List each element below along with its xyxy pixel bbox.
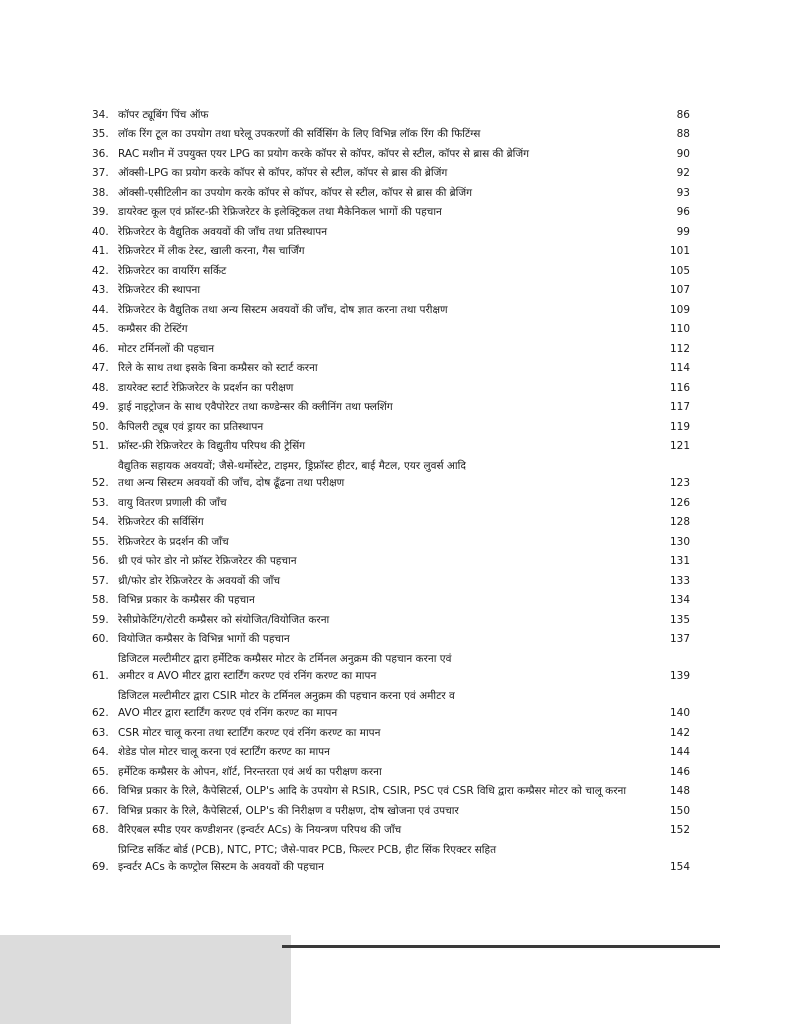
- entry-title-line: अमीटर व AVO मीटर द्वारा स्टार्टिंग करण्ट एवं रनिंग करण्ट का मापन: [118, 669, 377, 682]
- toc-entry: [92, 320, 690, 340]
- entry-title-line: कॉपर ट्यूबिंग पिंच ऑफ: [118, 108, 209, 121]
- entry-title: [118, 185, 660, 202]
- entry-page-number: 90: [676, 147, 690, 160]
- entry-title: [118, 126, 660, 143]
- entry-page-number: 135: [669, 613, 690, 626]
- entry-title-line: फ्रॉस्ट-फ्री रेफ्रिजरेटर के विद्युतीय परिपथ की ट्रेसिंग: [118, 440, 306, 452]
- toc-entry: [92, 359, 690, 379]
- entry-number: 45.: [92, 323, 109, 335]
- entry-title: [118, 822, 660, 839]
- entry-title: [118, 592, 660, 609]
- entry-title-line: विभिन्न प्रकार के रिले, कैपेसिटर्स, OLP's आदि के उपयोग से RSIR, CSIR, PSC एवं CSR विधि द्वारा कम्प्रैसर मोटर को चालू करना: [118, 785, 627, 797]
- entry-title-line: रेफ्रिजरेटर के वैद्युतिक तथा अन्य सिस्टम अवयवों की जाँच, दोष ज्ञात करना तथा परीक्षण: [118, 303, 448, 316]
- entry-page-number: 114: [669, 362, 690, 374]
- entry-title: [118, 688, 660, 721]
- toc-entry: [92, 610, 690, 630]
- entry-title-line: थ्री/फोर डोर रेफ्रिजरेटर के अवयवों की जाँच: [118, 574, 281, 587]
- toc-entry: [92, 300, 690, 320]
- entry-page-number: 139: [669, 669, 690, 682]
- entry-title-line: कम्प्रैसर की टेस्टिंग: [118, 323, 188, 335]
- toc-entry: [92, 840, 690, 877]
- toc-entry: [92, 164, 690, 184]
- entry-number: 69.: [92, 860, 109, 873]
- entry-number: 61.: [92, 669, 109, 682]
- entry-title-line: विभिन्न प्रकार के रिले, कैपेसिटर्स, OLP's की निरीक्षण व परीक्षण, दोष खोजना एवं उपचार: [118, 804, 459, 817]
- entry-title: [118, 783, 660, 800]
- entry-title-line: विभिन्न प्रकार के कम्प्रैसर की पहचान: [118, 594, 255, 606]
- entry-page-number: 146: [669, 765, 690, 778]
- toc-entry: [92, 222, 690, 242]
- entry-page-number: 88: [676, 128, 690, 140]
- entry-page-number: 116: [669, 381, 690, 394]
- entry-title: [118, 842, 660, 875]
- entry-number: 52.: [92, 476, 109, 489]
- entry-page-number: 126: [669, 496, 690, 509]
- entry-title: [118, 631, 660, 648]
- entry-number: 41.: [92, 245, 109, 257]
- entry-title: [118, 165, 660, 182]
- entry-number: 43.: [92, 284, 109, 296]
- toc-entry: [92, 493, 690, 513]
- entry-title-line: वायु वितरण प्रणाली की जाँच: [118, 496, 227, 509]
- entry-number: 50.: [92, 420, 109, 433]
- toc-entry: [92, 532, 690, 552]
- entry-title: [118, 803, 660, 820]
- entry-title: [118, 321, 660, 338]
- toc-entry: [92, 281, 690, 301]
- toc-entry: [92, 456, 690, 493]
- entry-title: [118, 302, 660, 319]
- entry-title: [118, 725, 660, 742]
- entry-title-line: डिजिटल मल्टीमीटर द्वारा CSIR मोटर के टर्मिनल अनुक्रम की पहचान करना एवं अमीटर व: [118, 690, 455, 702]
- entry-title: [118, 573, 660, 590]
- toc-entry: [92, 417, 690, 437]
- entry-page-number: 134: [669, 594, 690, 606]
- entry-number: 67.: [92, 804, 109, 817]
- entry-number: 49.: [92, 401, 109, 413]
- entry-number: 62.: [92, 706, 109, 719]
- entry-number: 54.: [92, 516, 109, 528]
- entry-title-line: डायरेक्ट स्टार्ट रेफ्रिजरेटर के प्रदर्शन का परीक्षण: [118, 381, 294, 394]
- entry-page-number: 140: [669, 706, 690, 719]
- entry-title: [118, 744, 660, 761]
- entry-title-line: रिले के साथ तथा इसके बिना कम्प्रैसर को स्टार्ट करना: [118, 362, 318, 374]
- entry-title-line: रेसीप्रोकेटिंग/रोटरी कम्प्रैसर को संयोजित/वियोजित करना: [118, 613, 330, 626]
- toc-entry: [92, 144, 690, 164]
- entry-title-line: AVO मीटर द्वारा स्टार्टिंग करण्ट एवं रनिंग करण्ट का मापन: [118, 706, 338, 719]
- entry-page-number: 128: [669, 516, 690, 528]
- entry-title-line: लॉक रिंग टूल का उपयोग तथा घरेलू उपकरणों की सर्विसिंग के लिए विभिन्न लॉक रिंग की फिटिंग्स: [118, 128, 481, 140]
- entry-title: [118, 438, 660, 455]
- entry-title-line: ड्राई नाइट्रोजन के साथ एवैपोरेटर तथा कण्डेन्सर की क्लीनिंग तथा फ्लशिंग: [118, 401, 393, 413]
- toc-entry: [92, 591, 690, 611]
- entry-number: 35.: [92, 128, 109, 140]
- entry-number: 51.: [92, 440, 109, 452]
- entry-page-number: 121: [669, 440, 690, 452]
- entry-title-line: रेफ्रिजरेटर के वैद्युतिक अवयवों की जाँच तथा प्रतिस्थापन: [118, 225, 328, 238]
- entry-number: 63.: [92, 726, 109, 739]
- entry-page-number: 130: [669, 535, 690, 548]
- entry-title-line: रेफ्रिजरेटर का वायरिंग सर्किट: [118, 264, 227, 277]
- toc-entry: [92, 339, 690, 359]
- entry-title-line: इन्वर्टर ACs के कण्ट्रोल सिस्टम के अवयवों की पहचान: [118, 860, 324, 873]
- entry-title-line: रेफ्रिजरेटर के प्रदर्शन की जाँच: [118, 535, 229, 548]
- entry-title: [118, 651, 660, 684]
- entry-number: 40.: [92, 225, 109, 238]
- entry-page-number: 92: [676, 167, 690, 179]
- entry-page-number: 133: [669, 574, 690, 587]
- entry-title: [118, 263, 660, 280]
- toc-entry: [92, 203, 690, 223]
- toc-entry: [92, 437, 690, 457]
- entry-title-line: वैद्युतिक सहायक अवयवों; जैसे-थर्मोस्टेट, टाइमर, ड्रिफ्रॉस्ट हीटर, बाई मैटल, एयर लुवर्स आदि: [118, 460, 466, 472]
- entry-title: [118, 612, 660, 629]
- toc-entry: [92, 183, 690, 203]
- entry-page-number: 123: [669, 476, 690, 489]
- toc-entry: [92, 105, 690, 125]
- entry-number: 47.: [92, 362, 109, 374]
- toc-entry: [92, 821, 690, 841]
- entry-number: 55.: [92, 535, 109, 548]
- entry-title-line: डायरेक्ट कूल एवं फ्रॉस्ट-फ्री रेफ्रिजरेटर के इलेक्ट्रिकल तथा मैकेनिकल भागों की पहचान: [118, 206, 442, 218]
- entry-page-number: 117: [669, 401, 690, 413]
- entry-title-line: तथा अन्य सिस्टम अवयवों की जाँच, दोष ढूँढना तथा परीक्षण: [118, 476, 345, 489]
- entry-page-number: 144: [669, 746, 690, 758]
- entry-page-number: 152: [669, 824, 690, 836]
- toc-entry: [92, 125, 690, 145]
- entry-page-number: 105: [669, 264, 690, 277]
- toc-entry: [92, 686, 690, 723]
- toc-entry: [92, 723, 690, 743]
- entry-number: 48.: [92, 381, 109, 394]
- toc-entry: [92, 801, 690, 821]
- entry-page-number: 86: [676, 108, 690, 121]
- entry-page-number: 99: [676, 225, 690, 238]
- entry-title: [118, 224, 660, 241]
- entry-title-line: ऑक्सी-LPG का प्रयोग करके कॉपर से कॉपर, कॉपर से स्टील, कॉपर से ब्रास की ब्रेजिंग: [118, 167, 448, 179]
- entry-page-number: 109: [669, 303, 690, 316]
- entry-page-number: 142: [669, 726, 690, 739]
- entry-title-line: RAC मशीन में उपयुक्त एयर LPG का प्रयोग करके कॉपर से कॉपर, कॉपर से स्टील, कॉपर से ब्रास की ब्रेजिंग: [118, 147, 530, 160]
- decorative-grey-block: [0, 935, 291, 1024]
- entry-number: 39.: [92, 206, 109, 218]
- toc-entry: [92, 649, 690, 686]
- entry-number: 34.: [92, 108, 109, 121]
- toc-entry: [92, 398, 690, 418]
- entry-number: 58.: [92, 594, 109, 606]
- footer-rule: [282, 945, 720, 948]
- entry-title-line: ऑक्सी-एसीटिलीन का उपयोग करके कॉपर से कॉपर, कॉपर से स्टील, कॉपर से ब्रास की ब्रेजिंग: [118, 186, 473, 199]
- entry-title-line: रेफ्रिजरेटर में लीक टेस्ट, खाली करना, गैस चार्जिंग: [118, 245, 305, 257]
- entry-title-line: शेडेड पोल मोटर चालू करना एवं स्टार्टिंग करण्ट का मापन: [118, 746, 330, 758]
- entry-page-number: 150: [669, 804, 690, 817]
- entry-number: 65.: [92, 765, 109, 778]
- entry-title: [118, 553, 660, 570]
- toc-entry: [92, 630, 690, 650]
- entry-title: [118, 764, 660, 781]
- entry-title: [118, 495, 660, 512]
- entry-page-number: 96: [676, 206, 690, 218]
- entry-title-line: कैपिलरी ट्यूब एवं ड्रायर का प्रतिस्थापन: [118, 420, 264, 433]
- entry-page-number: 110: [669, 323, 690, 335]
- entry-title: [118, 514, 660, 531]
- entry-title: [118, 341, 660, 358]
- entry-title-line: प्रिन्टिड सर्किट बोर्ड (PCB), NTC, PTC; जैसे-पावर PCB, फिल्टर PCB, हीट सिंक रिएक्टर सहित: [118, 844, 497, 856]
- entry-number: 46.: [92, 342, 109, 355]
- entry-page-number: 131: [669, 555, 690, 567]
- entry-title: [118, 399, 660, 416]
- entry-title-line: थ्री एवं फोर डोर नो फ्रॉस्ट रेफ्रिजरेटर की पहचान: [118, 555, 297, 567]
- entry-page-number: 112: [669, 342, 690, 355]
- toc-entry: [92, 552, 690, 572]
- toc-entry: [92, 261, 690, 281]
- entry-page-number: 101: [669, 245, 690, 257]
- entry-number: 66.: [92, 785, 109, 797]
- entry-title-line: वैरिएबल स्पीड एयर कण्डीशनर (इन्वर्टर ACs) के नियन्त्रण परिपथ की जाँच: [118, 824, 402, 836]
- entry-title: [118, 534, 660, 551]
- entry-number: 37.: [92, 167, 109, 179]
- entry-title: [118, 458, 660, 491]
- entry-title-line: मोटर टर्मिनलों की पहचान: [118, 342, 215, 355]
- toc-entry: [92, 378, 690, 398]
- entry-number: 36.: [92, 147, 109, 160]
- entry-number: 56.: [92, 555, 109, 567]
- toc-entry: [92, 242, 690, 262]
- entry-number: 42.: [92, 264, 109, 277]
- toc-entry: [92, 571, 690, 591]
- entry-title: [118, 419, 660, 436]
- entry-title: [118, 146, 660, 163]
- entry-page-number: 119: [669, 420, 690, 433]
- entry-title: [118, 282, 660, 299]
- entry-number: 38.: [92, 186, 109, 199]
- entry-page-number: 137: [669, 633, 690, 645]
- entry-number: 64.: [92, 746, 109, 758]
- entry-title: [118, 360, 660, 377]
- entry-page-number: 93: [676, 186, 690, 199]
- entry-number: 53.: [92, 496, 109, 509]
- toc-entry: [92, 743, 690, 763]
- entry-title-line: रेफ्रिजरेटर की सर्विसिंग: [118, 516, 204, 528]
- entry-title-line: CSR मोटर चालू करना तथा स्टार्टिंग करण्ट एवं रनिंग करण्ट का मापन: [118, 726, 381, 739]
- entry-number: 57.: [92, 574, 109, 587]
- entry-title-line: हर्मेटिक कम्प्रैसर के ओपन, शॉर्ट, निरन्तरता एवं अर्थ का परीक्षण करना: [118, 765, 382, 778]
- toc-entry: [92, 762, 690, 782]
- toc-entry: [92, 513, 690, 533]
- entry-title-line: डिजिटल मल्टीमीटर द्वारा हर्मेटिक कम्प्रैसर मोटर के टर्मिनल अनुक्रम की पहचान करना एवं: [118, 653, 452, 665]
- entry-title: [118, 204, 660, 221]
- entry-page-number: 107: [669, 284, 690, 296]
- entry-page-number: 154: [669, 860, 690, 873]
- entry-title: [118, 107, 660, 124]
- entry-number: 60.: [92, 633, 109, 645]
- entry-page-number: 148: [669, 785, 690, 797]
- entry-title: [118, 380, 660, 397]
- entry-title-line: वियोजित कम्प्रैसर के विभिन्न भागों की पहचान: [118, 633, 290, 645]
- entry-number: 44.: [92, 303, 109, 316]
- toc-entry: [92, 782, 690, 802]
- entry-title: [118, 243, 660, 260]
- table-of-contents: [92, 105, 690, 877]
- entry-title-line: रेफ्रिजरेटर की स्थापना: [118, 284, 201, 296]
- entry-number: 68.: [92, 824, 109, 836]
- entry-number: 59.: [92, 613, 109, 626]
